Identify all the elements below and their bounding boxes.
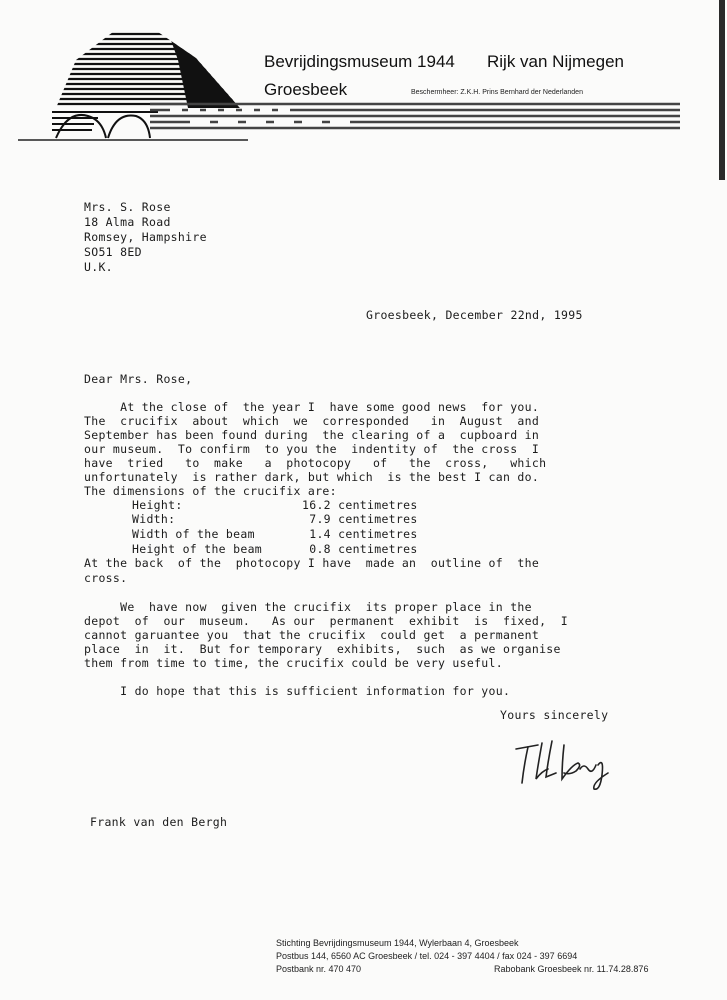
recipient-name: Mrs. S. Rose [84, 200, 171, 214]
dimension-value: 7.9 centimetres [302, 512, 418, 526]
footer-rabobank: Rabobank Groesbeek nr. 11.74.28.876 [494, 964, 649, 974]
museum-patron: Beschermheer: Z.K.H. Prins Bernhard der Nederlanden [411, 89, 583, 96]
paragraph-2-line: cannot garuantee you that the crucifix could get a permanent [84, 628, 540, 642]
dimension-label: Width of the beam [132, 527, 255, 541]
letterhead-stripes [150, 100, 680, 140]
paragraph-1-line: have tried to make a photocopy of the cross, which [84, 456, 547, 470]
paragraph-1-line: unfortunately is rather dark, but which is the best I can do. [84, 470, 540, 484]
dimension-label: Height: [132, 498, 183, 512]
footer-line: Stichting Bevrijdingsmuseum 1944, Wylerbaan 4, Groesbeek [276, 938, 519, 948]
paragraph-2-line: them from time to time, the crucifix could be very useful. [84, 656, 503, 670]
salutation: Dear Mrs. Rose, [84, 372, 193, 386]
dimension-label: Height of the beam [132, 542, 263, 556]
recipient-city: Romsey, Hampshire [84, 230, 207, 244]
letter-date: Groesbeek, December 22nd, 1995 [366, 308, 583, 322]
paragraph-3: I do hope that this is sufficient information for you. [84, 684, 511, 698]
dimension-value: 1.4 centimetres [302, 527, 418, 541]
paragraph-2-line: place in it. But for temporary exhibits, such as we organise [84, 642, 561, 656]
footer-line: Postbus 144, 6560 AC Groesbeek / tel. 024 - 397 4404 / fax 024 - 397 6694 [276, 951, 578, 961]
paragraph-1-line: The dimensions of the crucifix are: [84, 484, 337, 498]
museum-name: Bevrijdingsmuseum 1944 [264, 52, 455, 71]
paragraph-1-line: At the back of the photocopy I have made an outline of the [84, 556, 540, 570]
page-edge-mark [719, 0, 725, 180]
dimension-value: 0.8 centimetres [302, 542, 418, 556]
signature-icon [512, 735, 622, 795]
museum-town: Groesbeek [264, 80, 348, 99]
recipient-street: 18 Alma Road [84, 215, 171, 229]
recipient-country: U.K. [84, 260, 113, 274]
museum-region: Rijk van Nijmegen [487, 52, 624, 71]
signer-name: Frank van den Bergh [90, 815, 228, 829]
paragraph-2-line: We have now given the crucifix its proper place in the [84, 600, 532, 614]
paragraph-1-line: At the close of the year I have some good news for you. [84, 400, 540, 414]
paragraph-1-line: cross. [84, 571, 128, 585]
recipient-postcode: SO51 8ED [84, 245, 142, 259]
paragraph-1-line: The crucifix about which we corresponded in August and [84, 414, 540, 428]
dimension-value: 16.2 centimetres [302, 498, 418, 512]
paragraph-2-line: depot of our museum. As our permanent exhibit is fixed, I [84, 614, 568, 628]
closing: Yours sincerely [500, 708, 609, 722]
dimension-label: Width: [132, 512, 176, 526]
paragraph-1-line: September has been found during the clearing of a cupboard in [84, 428, 540, 442]
footer-postbank: Postbank nr. 470 470 [276, 964, 362, 974]
paragraph-1-line: our museum. To confirm to you the indentity of the cross I [84, 442, 540, 456]
